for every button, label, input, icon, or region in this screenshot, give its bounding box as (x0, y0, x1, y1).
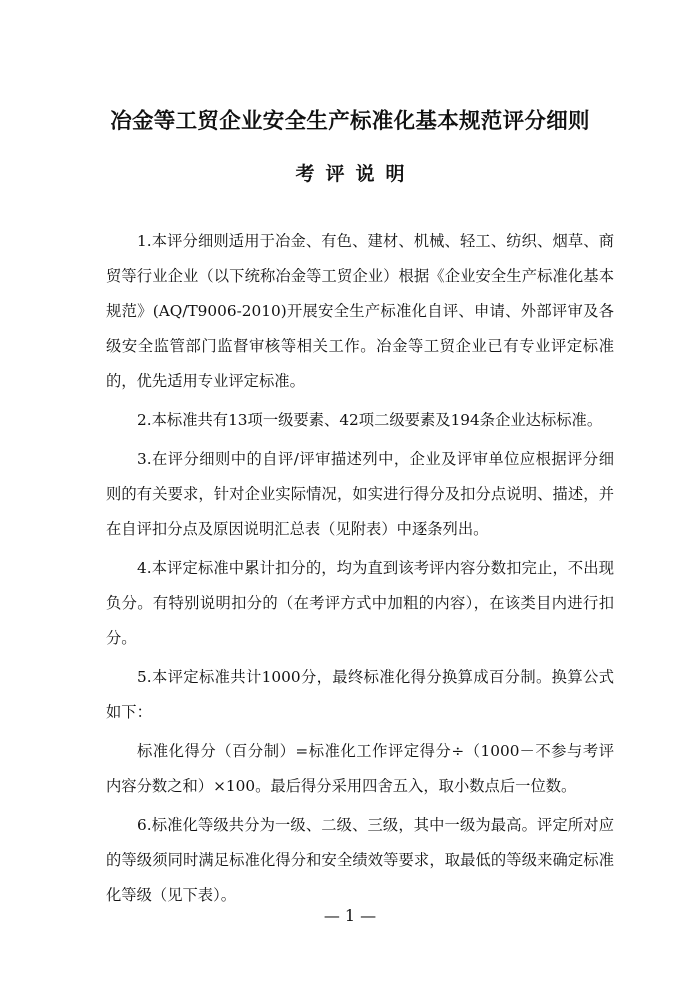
paragraph-1: 1.本评分细则适用于冶金、有色、建材、机械、轻工、纺织、烟草、商贸等行业企业（以下统称冶金等工贸企业）根据《企业安全生产标准化基本规范》(AQ/T9006-2010)开展安全生产标准化自评、申请、外部评审及各级安全监管部门监督审核等相关工作。冶金等工贸企业已有专业评定标准的，优先适用专业评定标准。 (106, 232, 614, 390)
page-number: — 1 — (323, 906, 377, 925)
paragraph-2: 2.本标准共有13项一级要素、42项二级要素及194条企业达标标准。 (137, 411, 603, 429)
paragraph-5: 5.本评定标准共计1000分，最终标准化得分换算成百分制。换算公式如下： (106, 668, 614, 721)
paragraph-3: 3.在评分细则中的自评/评审描述列中，企业及评审单位应根据评分细则的有关要求，针对企业实际情况，如实进行得分及扣分点说明、描述，并在自评扣分点及原因说明汇总表（见附表）中逐条列出。 (106, 450, 614, 538)
paragraph-6: 6.标准化等级共分为一级、二级、三级，其中一级为最高。评定所对应的等级须同时满足标准化得分和安全绩效等要求，取最低的等级来确定标准化等级（见下表）。 (106, 816, 614, 904)
paragraph-4: 4.本评定标准中累计扣分的，均为直到该考评内容分数扣完止，不出现负分。有特别说明扣分的（在考评方式中加粗的内容），在该类目内进行扣分。 (106, 559, 614, 647)
body-text (106, 224, 614, 917)
document-title: 冶金等工贸企业安全生产标准化基本规范评分细则 (110, 109, 590, 134)
section-heading: 考评说明 (295, 163, 416, 185)
formula-paragraph: 标准化得分（百分制）=标准化工作评定得分÷（1000－不参与考评内容分数之和）×100。最后得分采用四舍五入，取小数点后一位数。 (106, 742, 614, 795)
